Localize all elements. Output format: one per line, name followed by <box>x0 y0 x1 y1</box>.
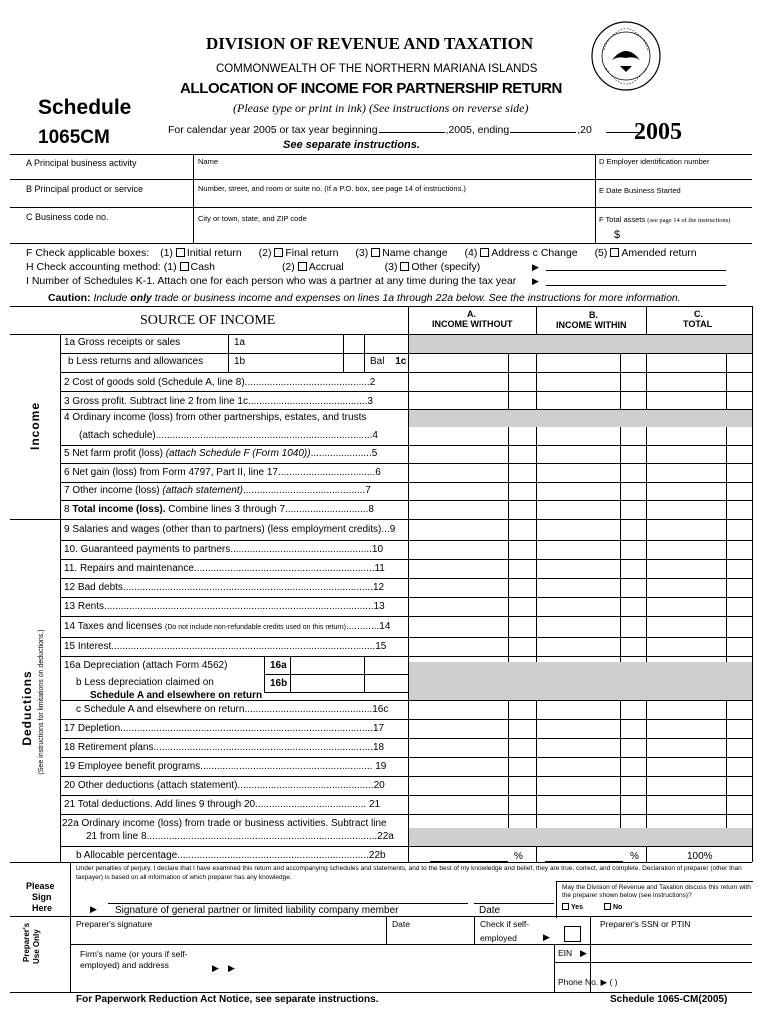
other-method-input[interactable] <box>546 270 726 271</box>
sign-date-label[interactable]: Date <box>479 905 501 916</box>
calendar-label-c: ,20 <box>577 124 592 136</box>
line-7-b: (attach statement) <box>162 485 243 496</box>
amended-return-checkbox[interactable] <box>610 248 619 257</box>
line-10-label: 10. Guaranteed payments to partners...................................................10 <box>64 544 384 555</box>
tax-year: 2005 <box>634 119 682 145</box>
discuss-text: May the Division of Revenue and Taxation discuss this return with the preparer shown below (see instructions)? <box>562 884 751 899</box>
line-1c-bal: Bal <box>370 356 385 367</box>
f5-num: (5) <box>594 247 608 259</box>
partner-signature-label[interactable]: Signature of general partner or limited liability company member <box>115 905 399 916</box>
line-14-label <box>64 621 390 634</box>
paperwork-notice: For Paperwork Reduction Act Notice, see separate instructions. <box>76 994 379 1005</box>
line-7-c: ............................................7 <box>242 485 371 496</box>
self-employed-label: Check if self- <box>480 919 530 929</box>
col-b-letter: B. <box>589 310 598 320</box>
cash-checkbox[interactable] <box>180 262 189 271</box>
other-method-label: Other (specify) <box>411 261 481 273</box>
line-7-label <box>64 485 371 497</box>
line-22b-label: b Allocable percentage.....................................................................22b <box>76 850 386 861</box>
line-4-label-2: (attach schedule)..............................................................................4 <box>79 430 378 441</box>
line-1b-label: b Less returns and allowances <box>68 356 204 367</box>
no-option[interactable] <box>604 902 622 914</box>
line-20-label: 20 Other deductions (attach statement).................................................20 <box>64 780 385 791</box>
principal-product-label: B Principal product or service <box>26 184 144 194</box>
line-5-c: ......................5 <box>310 448 378 459</box>
deductions-side-label: Deductions <box>20 670 34 746</box>
preparer-signature-field[interactable]: Preparer's signature <box>76 919 153 929</box>
h2-num: (2) <box>281 261 295 273</box>
line-13-label: 13 Rents.................................................................................................13 <box>64 601 385 612</box>
ein-label[interactable]: D Employer identification number <box>599 157 710 166</box>
phone-paren: ( ) <box>609 977 618 987</box>
please-sign-2: Sign <box>32 892 52 902</box>
total-assets-label[interactable] <box>599 215 730 225</box>
line-11-label: 11. Repairs and maintenance.................................................................11 <box>64 563 385 574</box>
line-2-label: 2 Cost of goods sold (Schedule A, line 8).............................................2 <box>64 377 376 388</box>
line-9-label: 9 Salaries and wages (other than to partners) (less employment credits)...9 <box>64 524 396 535</box>
seal-icon <box>590 20 662 92</box>
line-15-label: 15 Interest...............................................................................................15 <box>64 641 387 652</box>
phone-label: Phone No. <box>558 977 599 987</box>
initial-return-label: Initial return <box>186 247 242 259</box>
accounting-title: H Check accounting method: (1) <box>26 261 177 273</box>
shaded-cell <box>409 662 752 700</box>
address-change-checkbox[interactable] <box>480 248 489 257</box>
division-title: DIVISION OF REVENUE AND TAXATION <box>206 34 534 53</box>
line-8-c: Combine lines 3 through 7..............................8 <box>165 504 374 515</box>
preparer-date-field[interactable]: Date <box>392 919 410 929</box>
schedule-code: 1065CM <box>38 127 110 148</box>
line-6-label: 6 Net gain (loss) from Form 4797, Part II, line 17...................................6 <box>64 467 381 478</box>
shaded-cell <box>409 335 752 353</box>
income-side-label: Income <box>28 402 42 451</box>
city-field[interactable]: City or town, state, and ZIP code <box>198 214 307 223</box>
address-change-label: Address c Change <box>491 247 578 259</box>
line-18-label: 18 Retirement plans...............................................................................18 <box>64 742 385 753</box>
line-16c-label: c Schedule A and elsewhere on return..............................................16c <box>76 704 389 715</box>
caution-line <box>48 292 681 304</box>
h3-num: (3) <box>384 261 398 273</box>
k1-count-input[interactable] <box>546 285 726 286</box>
footer-form-id: Schedule 1065-CM(2005) <box>610 994 728 1005</box>
date-started-label[interactable]: E Date Business Started <box>599 186 681 195</box>
line-8-a: 8 <box>64 504 73 515</box>
arrow-icon: ▶ <box>543 932 550 942</box>
caution-only: only <box>130 292 152 304</box>
line-5-label <box>64 448 377 460</box>
yes-option[interactable] <box>562 902 583 914</box>
paid-preparer-2: Preparer's <box>22 922 31 962</box>
commonwealth-title: COMMONWEALTH OF THE NORTHERN MARIANA ISLANDS <box>216 63 538 75</box>
schedule-word: Schedule <box>38 96 132 119</box>
initial-return-checkbox[interactable] <box>176 248 185 257</box>
total-assets-text: F Total assets <box>599 215 646 224</box>
line-16b-box: 16b <box>270 678 288 689</box>
f2-num: (2) <box>258 247 272 259</box>
final-return-checkbox[interactable] <box>274 248 283 257</box>
no-label: No <box>613 904 623 911</box>
arrow-icon: ▶ <box>532 262 539 272</box>
name-field[interactable]: Name <box>198 157 219 166</box>
col-a-letter: A. <box>467 309 476 319</box>
line-14-a: 14 Taxes and licenses <box>64 621 165 632</box>
line-22a-label-2: 21 from line 8...................................................................................22a <box>86 831 394 842</box>
f1-num: (1) <box>160 247 173 259</box>
address-field[interactable]: Number, street, and room or suite no. (If a P.O. box, see page 14 of instructions.) <box>198 184 466 193</box>
firm-name-label[interactable]: Firm's name (or yours if self- <box>80 949 188 959</box>
f3-num: (3) <box>355 247 369 259</box>
form-instruction: (Please type or print in ink) (See instructions on reverse side) <box>233 101 529 115</box>
self-employed-checkbox[interactable] <box>564 926 581 942</box>
arrow-icon: ▶ <box>580 948 587 958</box>
perjury-text: Under penalties of perjury, I declare that I have examined this return and accompanying schedules and statements, and to the best of my knowledge and belief, they are true, correct, and complete. Declaration of preparer (other than taxpayer) is based on all information of which preparer has any knowledge. <box>76 865 742 881</box>
line-5-b: (attach Schedule F (Form 1040)) <box>165 448 311 459</box>
line-7-a: 7 Other income (loss) <box>64 485 163 496</box>
see-separate-instructions: See separate instructions. <box>283 139 420 151</box>
arrow-icon: ▶ <box>212 963 219 973</box>
line-16a-box: 16a <box>270 660 287 671</box>
check-boxes-title: F Check applicable boxes: <box>26 247 150 259</box>
principal-activity-label: A Principal business activity <box>26 158 137 168</box>
arrow-icon: ▶ <box>532 276 539 286</box>
final-return-label: Final return <box>285 247 339 259</box>
caution-label: Caution: <box>48 292 91 304</box>
calendar-label-b: ,2005, ending <box>445 124 510 136</box>
pct-c-value: 100% <box>687 851 713 862</box>
self-employed-label-2: employed <box>480 933 517 943</box>
arrow-icon: ▶ <box>90 904 97 914</box>
line-16b-label: b Less depreciation claimed on <box>76 677 214 688</box>
col-c-heading: TOTAL <box>683 319 713 329</box>
f4-num: (4) <box>464 247 478 259</box>
line-14-b: (Do not include non-refundable credits used on this return) <box>165 624 346 631</box>
shaded-cell <box>409 409 752 427</box>
line-12-label: 12 Bad debts..........................................................................................12 <box>64 582 385 593</box>
shaded-cell <box>409 828 752 846</box>
business-code-label: C Business code no. <box>26 212 109 222</box>
please-sign-1: Please <box>26 881 55 891</box>
col-a-heading: INCOME WITHOUT <box>432 319 513 329</box>
paid-preparer-3: Use Only <box>32 929 41 964</box>
line-4-label: 4 Ordinary income (loss) from other partnerships, estates, and trusts <box>64 412 367 423</box>
accrual-label: Accrual <box>308 261 344 273</box>
other-method-checkbox[interactable] <box>400 262 409 271</box>
pct-a-sign: % <box>514 851 523 862</box>
arrow-icon: ▶ <box>228 963 235 973</box>
form-title: ALLOCATION OF INCOME FOR PARTNERSHIP RETURN <box>180 80 562 97</box>
line-1c-num: 1c <box>395 356 407 367</box>
source-of-income-heading: SOURCE OF INCOME <box>140 313 276 328</box>
cash-label: Cash <box>190 261 216 273</box>
line-16b-label-2: Schedule A and elsewhere on return <box>90 690 263 701</box>
pct-a-input[interactable] <box>430 861 508 862</box>
paid-preparer-1 <box>0 963 2 980</box>
caution-text-b: trade or business income and expenses on lines 1a through 22a below. See the instructions for more information. <box>151 292 681 304</box>
line-19-label: 19 Employee benefit programs.............................................................. 19 <box>64 761 387 772</box>
line-1a-label: 1a Gross receipts or sales <box>64 337 181 348</box>
col-b-heading: INCOME WITHIN <box>556 320 627 330</box>
line-21-label: 21 Total deductions. Add lines 9 through 20........................................ 21 <box>64 799 381 810</box>
line-1a-box: 1a <box>234 337 246 348</box>
yes-label: Yes <box>571 904 584 911</box>
accounting-method-row <box>26 261 480 273</box>
line-8-label <box>64 504 374 516</box>
deductions-note-label: (See instructions for limitations on deductions.) <box>38 629 45 775</box>
firm-name-label-2[interactable]: employed) and address <box>80 960 169 970</box>
check-boxes-row <box>26 247 697 259</box>
caution-text-a: Include <box>90 292 131 304</box>
accrual-checkbox[interactable] <box>298 262 307 271</box>
total-assets-note: (see page 14 of the instructions) <box>647 217 731 224</box>
line-1c-label <box>370 356 406 368</box>
line-5-a: 5 Net farm profit (loss) <box>64 448 166 459</box>
line-1b-box: 1b <box>234 356 246 367</box>
name-change-label: Name change <box>382 247 448 259</box>
amended-return-label: Amended return <box>621 247 697 259</box>
preparer-ssn-field[interactable]: Preparer's SSN or PTIN <box>600 919 691 929</box>
line-3-label: 3 Gross profit. Subtract line 2 from line 1c...........................................3 <box>64 396 373 407</box>
phone-field[interactable]: Phone No. ▶ ( ) <box>558 977 618 987</box>
line-8-b: Total income (loss). <box>72 504 166 515</box>
calendar-label <box>168 124 642 136</box>
please-sign-3: Here <box>32 903 53 913</box>
dollar-sign: $ <box>614 229 621 241</box>
pct-b-sign: % <box>630 851 639 862</box>
line-14-c: ............14 <box>345 621 391 632</box>
name-change-checkbox[interactable] <box>371 248 380 257</box>
firm-ein-field[interactable]: EIN <box>558 948 573 958</box>
line-22a-label: 22a Ordinary income (loss) from trade or business activities. Subtract line <box>62 818 387 829</box>
line-17-label: 17 Depletion...........................................................................................17 <box>64 723 385 734</box>
calendar-label-a: For calendar year 2005 or tax year beginning <box>168 124 378 136</box>
line-16a-label: 16a Depreciation (attach Form 4562) <box>64 660 228 671</box>
k1-count-label: I Number of Schedules K-1. Attach one for each person who was a partner at any time during the tax year <box>26 275 517 287</box>
col-c-letter: C. <box>694 309 703 319</box>
pct-b-input[interactable] <box>545 861 623 862</box>
